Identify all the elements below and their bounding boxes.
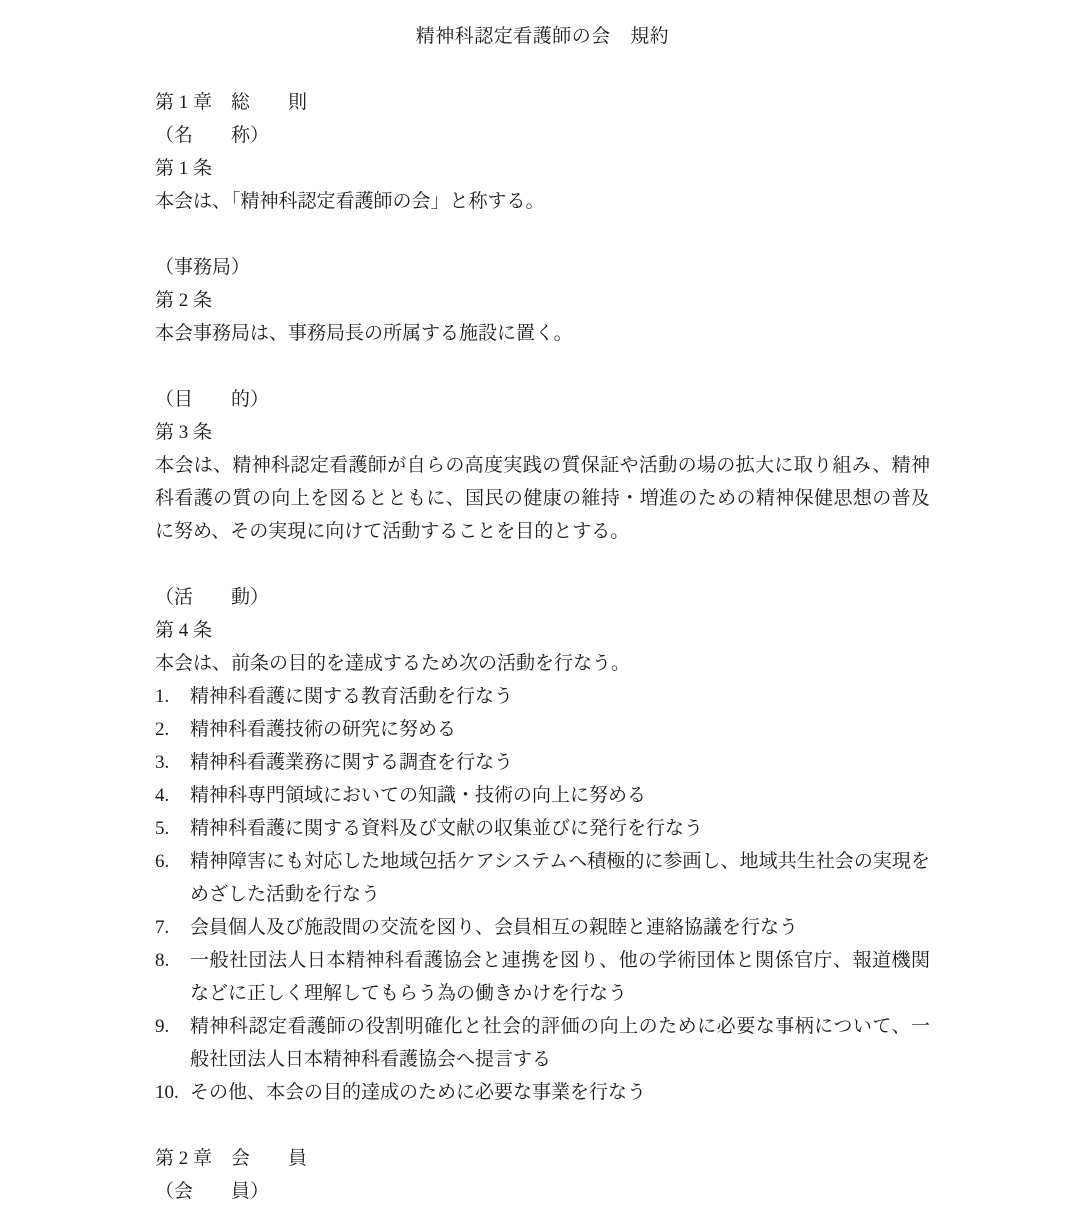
activity-number: 8. <box>155 950 170 971</box>
activity-item <box>155 680 930 713</box>
activity-item <box>155 812 930 845</box>
article-2-label: （事務局） <box>155 257 251 278</box>
activity-text: 会員個人及び施設間の交流を図り、会員相互の親睦と連絡協議を行なう <box>190 917 799 938</box>
section-article3 <box>155 383 930 548</box>
activity-item <box>155 713 930 746</box>
article-3-label: （目 的） <box>155 389 270 410</box>
activity-text: 精神科専門領域においての知識・技術の向上に努める <box>190 785 647 806</box>
activity-text: 一般社団法人日本精神科看護協会と連携を図り、他の学術団体と関係官庁、報道機関などに正しく理解してもらう為の働きかけを行なう <box>190 950 930 1004</box>
article-3-number: 第 3 条 <box>155 422 213 443</box>
activity-number: 3. <box>155 752 170 773</box>
activity-number: 5. <box>155 818 170 839</box>
activity-item <box>155 1010 930 1076</box>
article-1-label: （名 称） <box>155 125 270 146</box>
activity-number: 1. <box>155 686 170 707</box>
activity-text: 精神障害にも対応した地域包括ケアシステムへ積極的に参画し、地域共生社会の実現をめざした活動を行なう <box>190 851 930 905</box>
document-title: 精神科認定看護師の会 規約 <box>415 26 670 47</box>
section-article4 <box>155 581 930 1109</box>
activity-item <box>155 1076 930 1109</box>
article-4-number: 第 4 条 <box>155 620 213 641</box>
activity-item <box>155 779 930 812</box>
activity-text: 精神科認定看護師の役割明確化と社会的評価の向上のために必要な事柄について、一般社団法人日本精神科看護協会へ提言する <box>190 1016 930 1070</box>
activity-number: 2. <box>155 719 170 740</box>
activity-number: 4. <box>155 785 170 806</box>
article-5-label: （会 員） <box>155 1181 270 1202</box>
activity-item <box>155 944 930 1010</box>
activity-number: 6. <box>155 851 170 872</box>
chapter-2-heading: 第 2 章 会 員 <box>155 1148 308 1169</box>
article-1-body: 本会は、「精神科認定看護師の会」と称する。 <box>155 191 545 212</box>
article-4-body: 本会は、前条の目的を達成するため次の活動を行なう。 <box>155 653 631 674</box>
section-article2 <box>155 251 930 350</box>
activity-number: 7. <box>155 917 170 938</box>
activity-text: 精神科看護に関する資料及び文献の収集並びに発行を行なう <box>190 818 704 839</box>
activity-text: 精神科看護業務に関する調査を行なう <box>190 752 514 773</box>
activity-number: 9. <box>155 1016 170 1037</box>
article-1-number: 第 1 条 <box>155 158 213 179</box>
article-4-label: （活 動） <box>155 587 270 608</box>
activity-item <box>155 911 930 944</box>
activity-text: 精神科看護技術の研究に努める <box>190 719 457 740</box>
activity-number: 10. <box>155 1082 179 1103</box>
article-3-body: 本会は、精神科認定看護師が自らの高度実践の質保証や活動の場の拡大に取り組み、精神科看護の質の向上を図るとともに、国民の健康の維持・増進のための精神保健思想の普及に努め、その実現に向けて活動することを目的とする。 <box>155 455 930 542</box>
activity-item <box>155 845 930 911</box>
section-chapter1-article1 <box>155 86 930 218</box>
activity-text: その他、本会の目的達成のために必要な事業を行なう <box>190 1082 647 1103</box>
activity-text: 精神科看護に関する教育活動を行なう <box>190 686 514 707</box>
article-2-body: 本会事務局は、事務局長の所属する施設に置く。 <box>155 323 573 344</box>
activity-item <box>155 746 930 779</box>
activity-list <box>155 680 930 1109</box>
section-chapter2 <box>155 1142 930 1208</box>
chapter-1-heading: 第 1 章 総 則 <box>155 92 308 113</box>
article-2-number: 第 2 条 <box>155 290 213 311</box>
